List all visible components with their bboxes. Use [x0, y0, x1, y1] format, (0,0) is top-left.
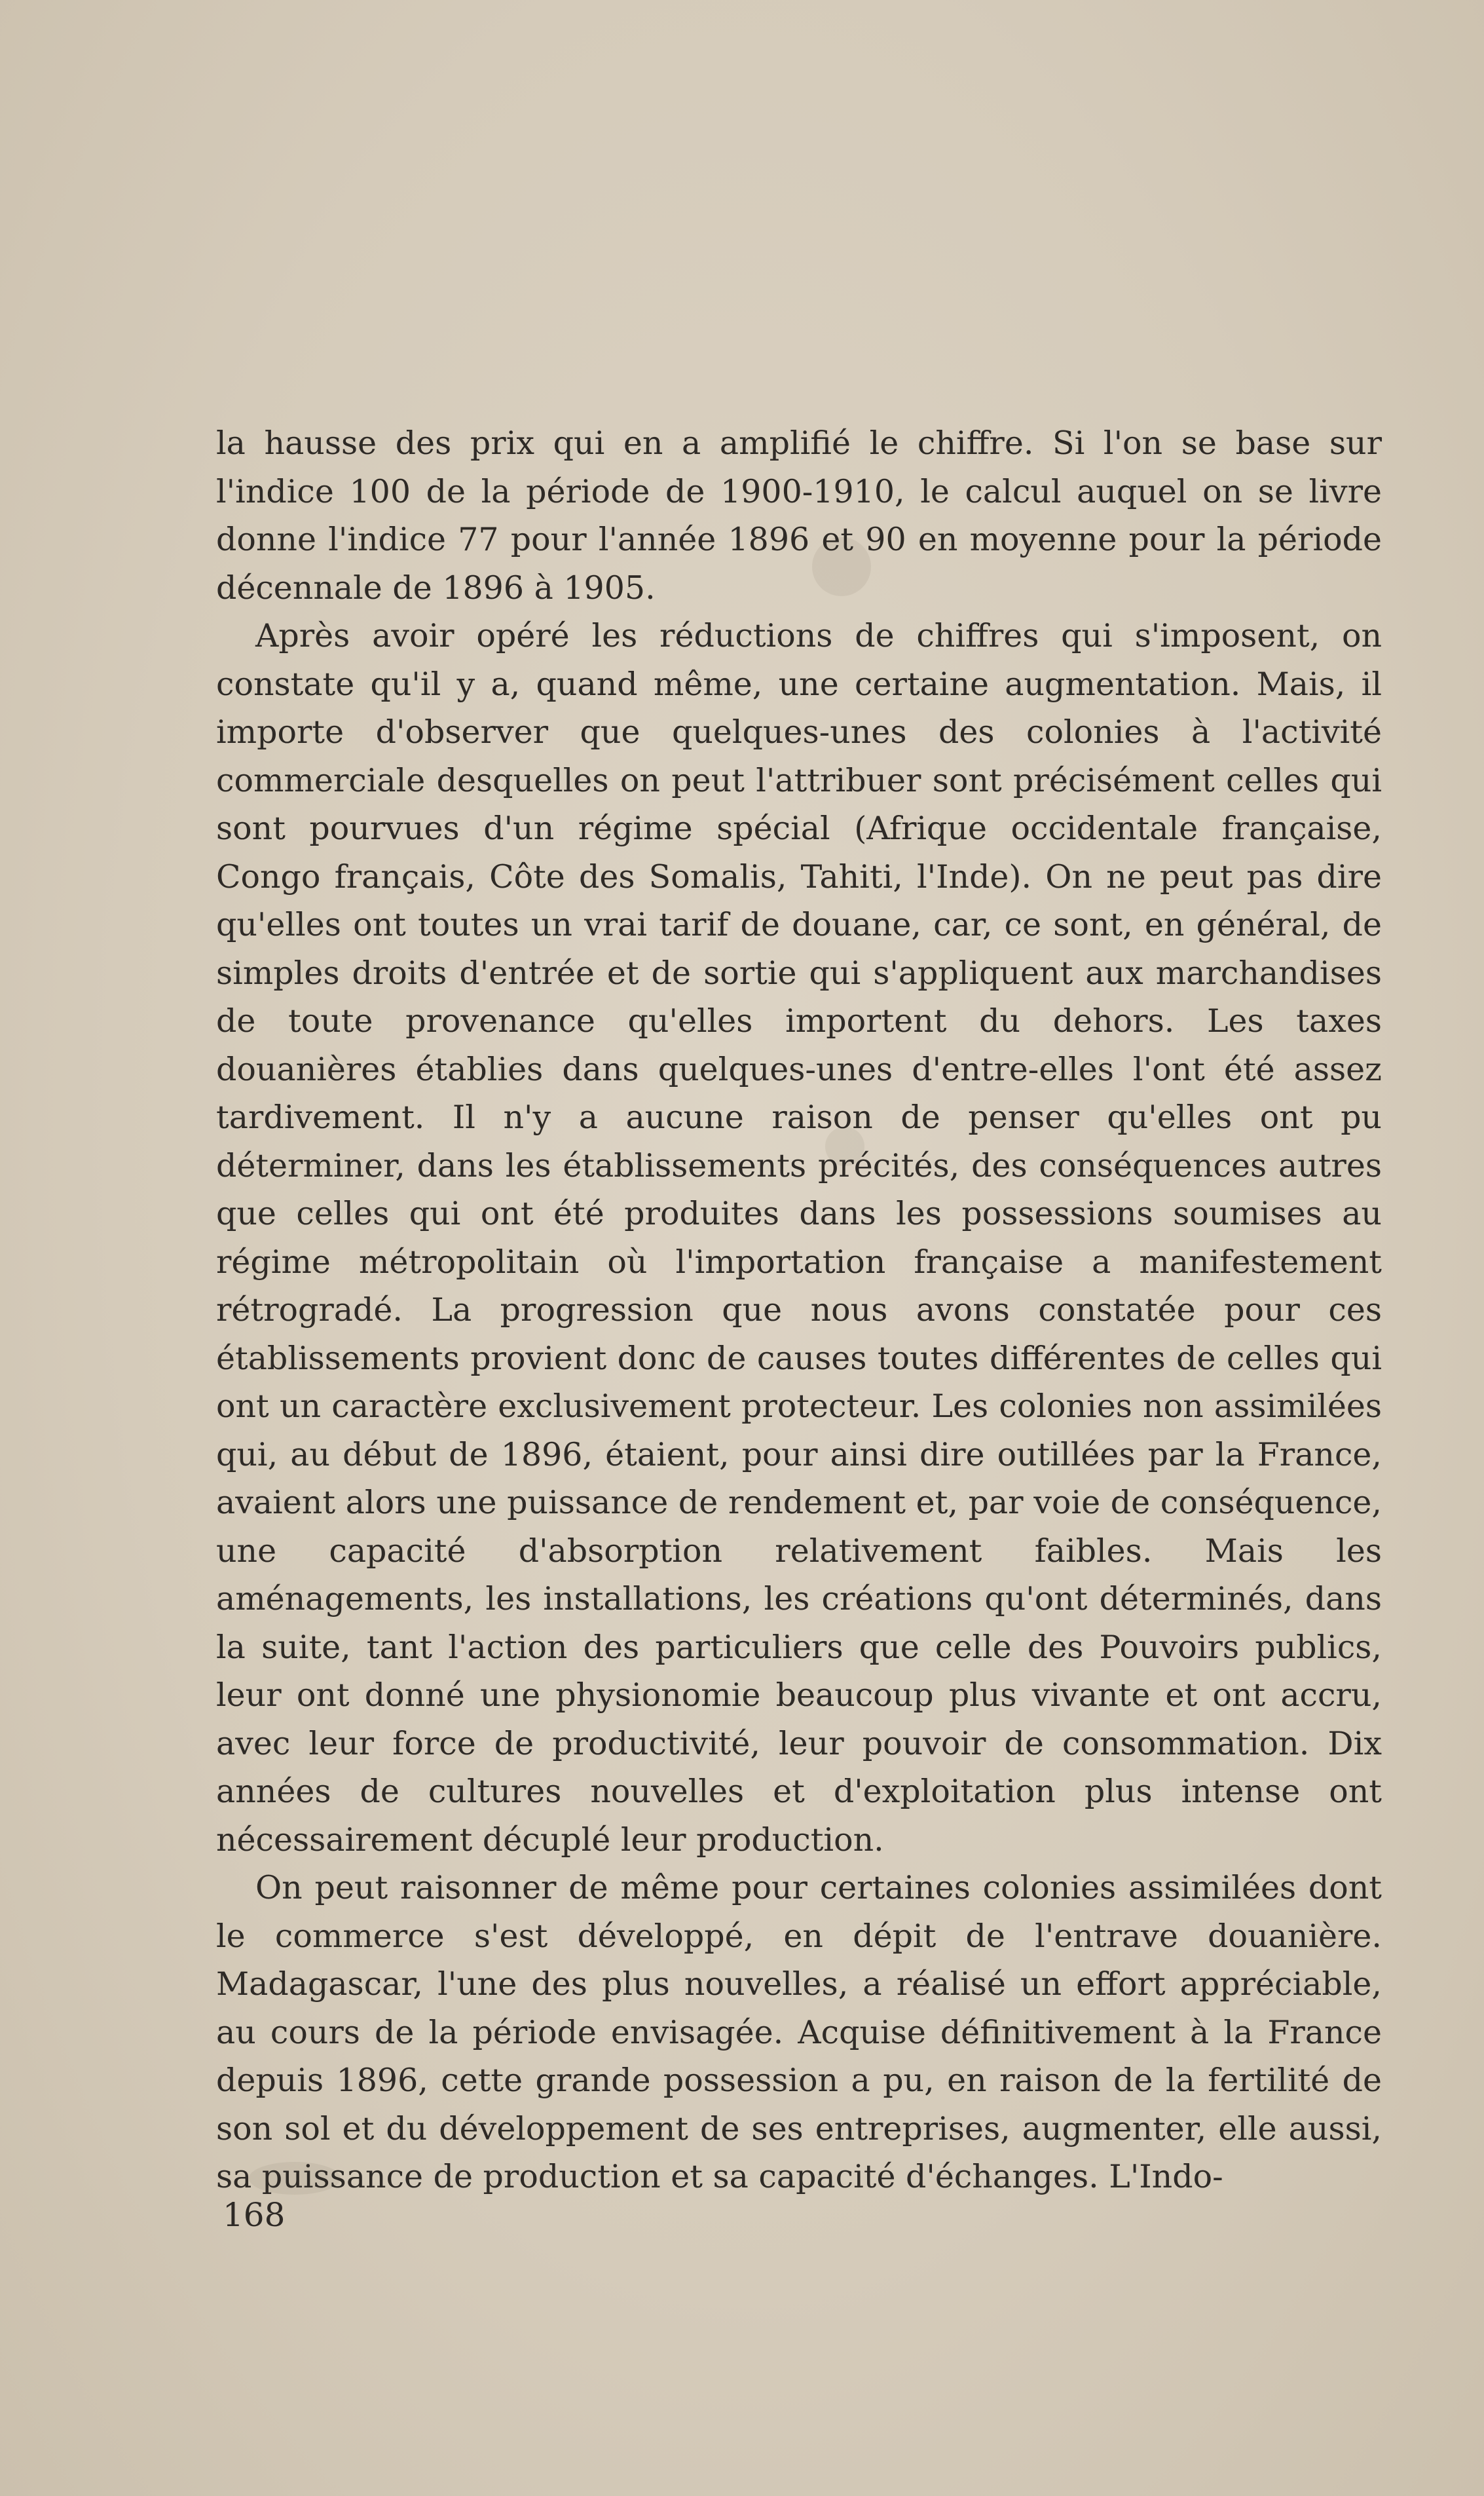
page-number: 168	[223, 2196, 286, 2234]
paragraph: On peut raisonner de même pour certaines colonies assimilées dont le commerce s'est développé, en dépit de l'entrave douanière. Madagascar, l'une des plus nouvelles, a réalisé un effort appréciable, au cours de la période envisagée. Acquise définitivement à la France depuis 1896, cette grande possession a pu, en raison de la fertilité de son sol et du développement de ses entreprises, augmenter, elle aussi, sa puissance de production et sa capacité d'échanges. L'Indo-	[216, 1869, 1382, 2195]
body-text	[216, 419, 1382, 2201]
paragraph: Après avoir opéré les réductions de chiffres qui s'imposent, on constate qu'il y a, quand même, une certaine augmentation. Mais, il importe d'observer que quelques-unes des colonies à l'activité commerciale desquelles on peut l'attribuer sont précisément celles qui sont pourvues d'un régime spécial (Afrique occidentale française, Congo français, Côte des Somalis, Tahiti, l'Inde). On ne peut pas dire qu'elles ont toutes un vrai tarif de douane, car, ce sont, en général, de simples droits d'entrée et de sortie qui s'appliquent aux marchandises de toute provenance qu'elles importent du dehors. Les taxes douanières établies dans quelques-unes d'entre-elles l'ont été assez tardivement. Il n'y a aucune raison de penser qu'elles ont pu déterminer, dans les établissements précités, des conséquences autres que celles qui ont été produites dans les possessions soumises au régime métropolitain où l'importation française a manifestement rétrogradé. La progression que nous avons constatée pour ces établissements provient donc de causes toutes différentes de celles qui ont un caractère exclusivement protecteur. Les colonies non assimilées qui, au début de 1896, étaient, pour ainsi dire outillées par la France, avaient alors une puissance de rendement et, par voie de conséquence, une capacité d'absorption relativement faibles. Mais les aménagements, les installations, les créations qu'ont déterminés, dans la suite, tant l'action des particuliers que celle des Pouvoirs publics, leur ont donné une physionomie beaucoup plus vivante et ont accru, avec leur force de productivité, leur pouvoir de consommation. Dix années de cultures nouvelles et d'exploitation plus intense ont nécessairement décuplé leur production.	[216, 617, 1382, 1859]
paragraph: la hausse des prix qui en a amplifié le chiffre. Si l'on se base sur l'indice 100 de la période de 1900-1910, le calcul auquel on se livre donne l'indice 77 pour l'année 1896 et 90 en moyenne pour la période décennale de 1896 à 1905.	[216, 425, 1382, 607]
